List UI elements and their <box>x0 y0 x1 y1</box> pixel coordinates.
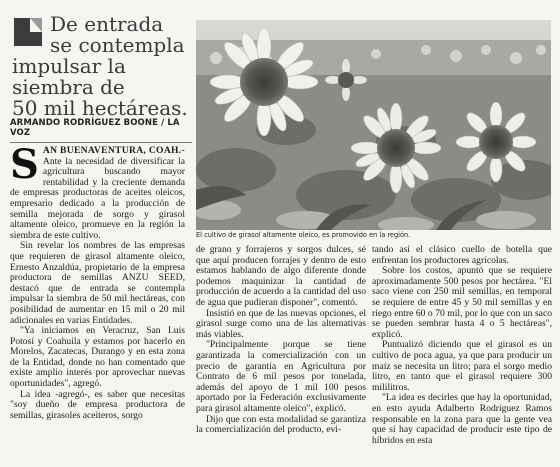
column3-paragraph-4: "La idea es decirles que hay la oportunidad, en esto ayuda Adalberto Rodríguez Ramos responsable en la zona para que la gente vea que sí hay capacidad de producir este tipo de híbridos en esta <box>372 392 552 446</box>
column1-paragraph-2: Sin revelar los nombres de las empresas que requieren de girasol altamente oleico, Ernesto Anzaldúa, propietario de la empresa productora de semillas ANZU SEED, destacó que de entrada se contempla impulsar la siembra de 50 mil hectáreas, con posibilidad de aumentar en 15 mil o 20 mil adicionales en varias Entidades. <box>10 240 185 326</box>
column3-paragraph-3: Puntualizó diciendo que el girasol es un cultivo de poca agua, ya que para producir un maíz se necesita un litro; para el sorgo medio litro, en tanto que el girasol requiere 300 mililitros. <box>372 339 552 393</box>
article-column-3 <box>372 245 552 446</box>
article-headline <box>12 14 192 119</box>
dropcap-letter: S <box>10 141 39 188</box>
column3-paragraph-2: Sobre los costos, apuntó que se requiere aproximadamente 500 pesos por hectárea. "El saco viene con 250 mil semillas, en temporal se requiere de entre 45 y 50 mil semillas y en riego entre 60 o 70 mil, por lo que con un saco se pueden sembrar hasta 4 o 5 hectáreas", explicó. <box>372 265 552 340</box>
column2-paragraph-1: de grano y forrajeros y sorgos dulces, sé que aquí producen forrajes y dentro de esto estamos hablando de algo diferente donde podemos maquinizar la cantidad de producción de acuerdo a la cantidad del uso de agua que pudieran disponer", comentó. <box>196 244 366 308</box>
dateline: AN BUENAVENTURA, COAH.- <box>42 145 186 156</box>
photo-caption: El cultivo de girasol altamente oleico, es promovido en la región. <box>196 231 411 239</box>
article-column-1 <box>10 141 186 421</box>
column2-paragraph-4: Dijo que con esta modalidad se garantiza la comercialización del producto, evi- <box>196 413 366 436</box>
column2-paragraph-2: Insistió en que de las nuevas opciones, el girasol surge como una de las alternativas más viables. <box>196 307 366 340</box>
article-column-2 <box>196 245 366 436</box>
column1-paragraph-1 <box>10 141 186 241</box>
column1-p1-text: Ante la necesidad de diversificar la agricultura buscando mayor rentabilidad y la creciente demanda de empresas productoras de aceites oleicos, empresario dedicado a la producción de semilla mejorada de sorgo y girasol altamente oleico, promueve en la región la siembra de este cultivo. <box>10 155 185 241</box>
headline-line-1: De entrada <box>50 12 164 36</box>
column3-paragraph-1: tando así el clásico cuello de botella que enfrentan los productores agrícolas. <box>372 244 552 266</box>
column1-paragraph-4: La idea -agregó-, es saber que necesitas "soy dueño de empresa productora de semillas, girasoles aceiteros, sorgo <box>10 388 185 421</box>
headline-line-4: 50 mil hectáreas. <box>12 96 188 120</box>
sunflower-photo <box>196 20 551 230</box>
headline-line-3: impulsar la siembra de <box>12 54 126 99</box>
headline-line-2: se contempla <box>50 33 185 57</box>
column1-paragraph-3: "Ya iniciamos en Veracruz, San Luis Potosí y Coahuila y estamos por hacerlo en Morelos, Zacatecas, Durango y en esta zona de la Entidad, donde no han comentado que existe amplio interés por aprovechar nuevas oportunidades", agregó. <box>10 325 185 390</box>
column2-paragraph-3: "Principalmente porque se tiene garantizada la comercialización con un precio de garantía en Agricultura por Contrato de 6 mil pesos por tonelada, además del apoyo de 1 mil 100 pesos aportado por la Federación exclusivamente para girasol altamente oleico", explicó. <box>196 339 366 414</box>
byline: ARMANDO RODRÍGUEZ BOONE / LA VOZ <box>10 118 192 143</box>
